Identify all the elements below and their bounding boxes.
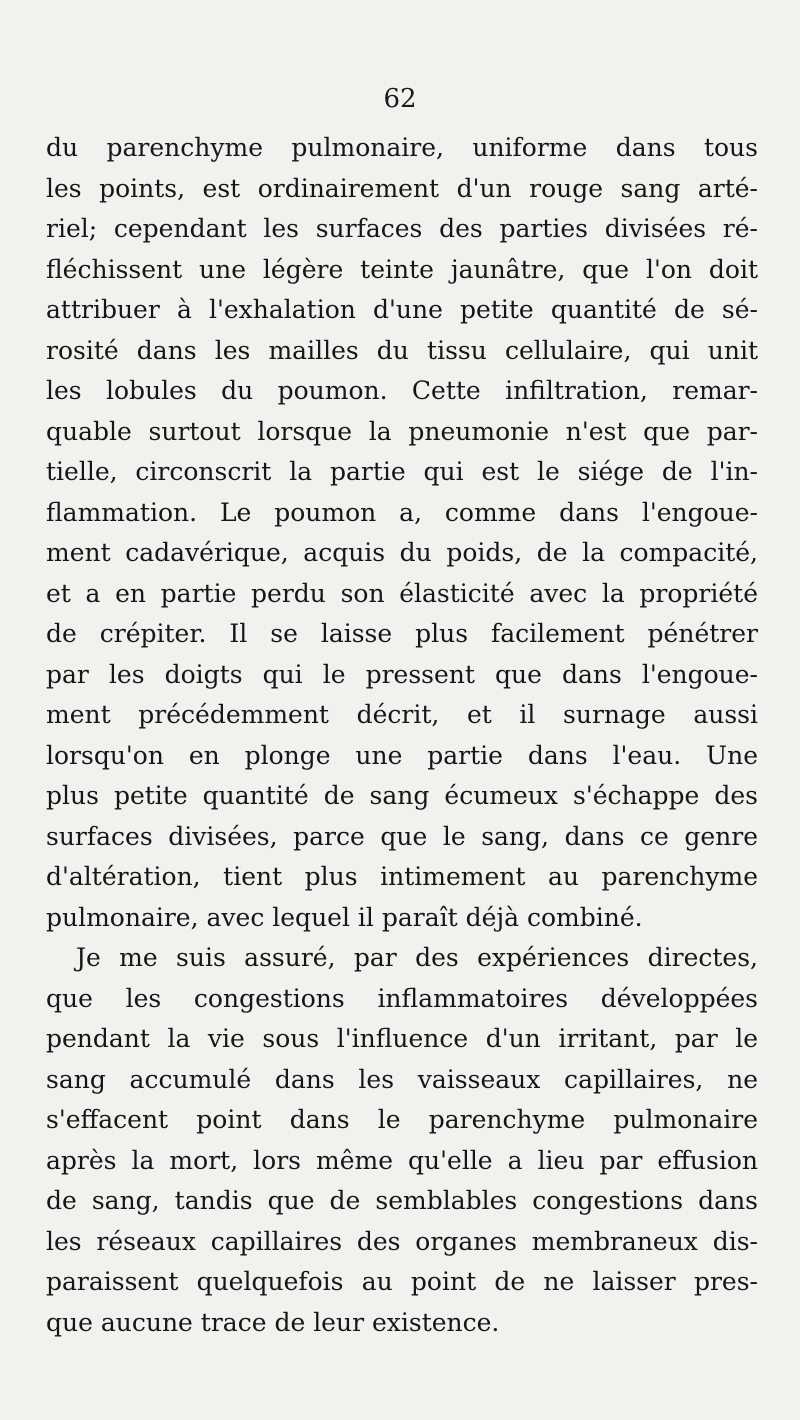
text-line: les points, est ordinairement d'un rouge sang arté-	[46, 173, 758, 203]
text-line: attribuer à l'exhalation d'une petite quantité de sé-	[46, 295, 758, 324]
text-line: paraissent quelquefois au point de ne laisser pres-	[46, 1267, 758, 1296]
text-line: les lobules du poumon. Cette infiltration, remar-	[46, 376, 758, 405]
text-line: ment cadavérique, acquis du poids, de la compacité,	[46, 538, 758, 567]
text-line: surfaces divisées, parce que le sang, dans ce genre	[46, 821, 758, 851]
text-line: d'altération, tient plus intimement au parenchyme	[46, 862, 758, 891]
text-line: Je me suis assuré, par des expériences directes,	[76, 943, 758, 972]
text-line: rosité dans les mailles du tissu cellulaire, qui unit	[46, 335, 758, 365]
text-line: par les doigts qui le pressent que dans l'engoue-	[46, 659, 758, 689]
text-line: les réseaux capillaires des organes membraneux dis-	[46, 1226, 758, 1256]
text-line: flammation. Le poumon a, comme dans l'engoue-	[46, 497, 758, 527]
text-line: s'effacent point dans le parenchyme pulmonaire	[46, 1105, 758, 1134]
text-line: sang accumulé dans les vaisseaux capillaires, ne	[46, 1064, 758, 1094]
text-line: pendant la vie sous l'influence d'un irritant, par le	[46, 1024, 758, 1053]
text-line: que les congestions inflammatoires développées	[46, 983, 758, 1013]
text-line: riel; cependant les surfaces des parties divisées ré-	[46, 214, 758, 243]
page-number: 62	[383, 84, 417, 114]
text-line: quable surtout lorsque la pneumonie n'est que par-	[46, 416, 758, 446]
text-line: de crépiter. Il se laisse plus facilement pénétrer	[46, 619, 758, 648]
text-line: fléchissent une légère teinte jaunâtre, que l'on doit	[46, 254, 758, 284]
text-line: et a en partie perdu son élasticité avec la propriété	[46, 578, 758, 608]
text-line: après la mort, lors même qu'elle a lieu par effusion	[46, 1145, 758, 1175]
text-line: de sang, tandis que de semblables congestions dans	[46, 1186, 758, 1215]
text-line: lorsqu'on en plonge une partie dans l'eau. Une	[46, 740, 758, 770]
text-line: que aucune trace de leur existence.	[46, 1307, 500, 1337]
text-line: plus petite quantité de sang écumeux s'échappe des	[46, 781, 758, 810]
text-line: ment précédemment décrit, et il surnage aussi	[46, 700, 758, 729]
text-line: du parenchyme pulmonaire, uniforme dans tous	[46, 133, 758, 162]
body-text	[46, 128, 758, 1343]
text-line: pulmonaire, avec lequel il paraît déjà combiné.	[46, 902, 643, 932]
text-line: tielle, circonscrit la partie qui est le siége de l'in-	[46, 457, 758, 486]
